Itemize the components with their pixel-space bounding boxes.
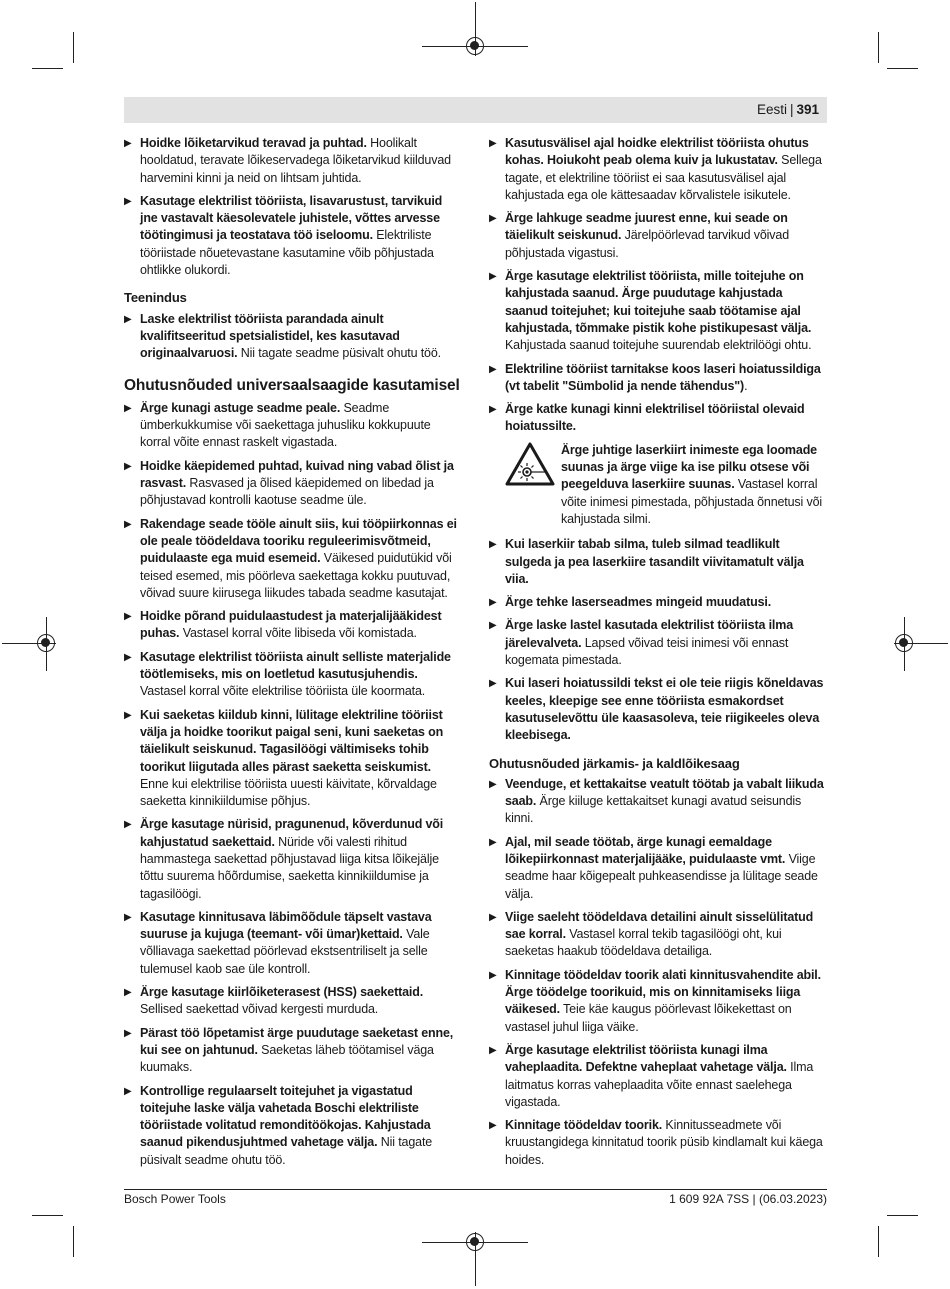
list-item [124,311,461,363]
item-text: Järelpöörlevad tarvikud võivad põhjustada vigastusi. [505,228,789,260]
triangle-bullet-icon: ▶ [489,1120,497,1132]
item-text: Elektriliste tööriistade nõuetevastane kasutamine võib põhjustada ohtlikke olukordi. [140,228,434,278]
page-header [124,97,827,123]
item-text: Saeketas läheb töötamisel väga kuumaks. [140,1042,434,1075]
triangle-bullet-icon: ▶ [489,404,497,416]
header-separator: | [789,102,794,117]
item-bold-text: Kontrollige regulaarselt toitejuhet ja vigastatud toitejuhe laske välja vahetada Boschi elektriliste tööriistade volitatud remonditöökojas. Kahjustada saanud pikendusjuhtmed vahetage välja. [140,1083,431,1150]
item-bold-text: Ärge kunagi astuge seadme peale. [140,400,341,415]
triangle-bullet-icon: ▶ [124,1085,132,1097]
list-item [124,1025,461,1077]
list-item [489,617,826,669]
list-item [489,210,826,262]
crop-mark [878,32,879,63]
list-item [489,361,826,396]
item-bold-text: Laske elektrilist tööriista parandada ainult kvalifitseeritud spetsialistidel, kes kasutavad originaalvaruosi. [140,311,400,361]
triangle-bullet-icon: ▶ [489,969,497,981]
crop-mark [878,1226,879,1257]
item-text: Vastasel korral võite libiseda või komistada. [179,626,417,641]
item-text: Enne kui elektrilise tööriista uuesti käivitate, kõrvaldage saeketta kinnikiildumise põhjus. [140,776,437,809]
item-text: Sellised saekettad võivad kergesti murduda. [140,1002,379,1017]
item-bold-text: Rakendage seade tööle ainult siis, kui tööpiirkonnas ei ole peale töödeldava tooriku reguleerimisvõtmeid, puidulaaste ega muid esemeid. [140,516,457,566]
list-item [124,707,461,811]
triangle-bullet-icon: ▶ [489,778,497,790]
triangle-bullet-icon: ▶ [489,678,497,690]
footer-brand: Bosch Power Tools [124,1192,226,1206]
list-item [489,776,826,828]
item-text: Ilma laitmatus korras vaheplaadita võite ennast saelehega vigastada. [505,1060,814,1109]
item-bold-text: Ärge kasutage kiirlõiketerasest (HSS) saekettaid. [140,985,424,1000]
triangle-bullet-icon: ▶ [124,709,132,721]
item-text: Väikesed puidutükid või teised esemed, mis pöörleva saekettaga kokku puutuvad, võivad suure kiirusega liikudes tabada seadme kasutajat. [140,551,452,600]
list-item [489,967,826,1036]
triangle-bullet-icon: ▶ [489,138,497,149]
list-item [124,1083,461,1169]
item-bold-text: Hoidke lõiketarvikud teravad ja puhtad. [140,136,367,150]
item-bold-text: Kasutusvälisel ajal hoidke elektrilist tööriista ohutus kohas. Hoiukoht peab olema kuiv ja lukustatav. [505,136,809,168]
item-text: Ärge kiiluge kettakaitset kunagi avatud seisundis kinni. [505,794,802,826]
list-item [489,594,826,611]
subheading: Teenindus [124,290,187,306]
triangle-bullet-icon: ▶ [124,402,132,414]
section-heading: Ohutusnõuded universaalsaagide kasutamisel [124,376,460,394]
list-item [489,675,826,744]
registration-mark-icon [466,1233,484,1251]
item-text: Teie käe kaugus pöörlevast lõikekettast on vastasel juhul liiga väike. [505,1002,792,1034]
item-bold-text: Kasutage kinnitusava läbimõõdule täpselt vastava suuruse ja kujuga (teemant- või ümar)kettaid. [140,909,432,942]
triangle-bullet-icon: ▶ [124,313,132,325]
item-bold-text: Hoidke põrand puidulaastudest ja materjalijääkidest puhas. [140,609,442,641]
list-item [489,536,826,588]
footer-doc-id: 1 609 92A 7SS | (06.03.2023) [669,1192,827,1206]
crop-mark [32,1215,63,1216]
triangle-bullet-icon: ▶ [489,911,497,923]
item-bold-text: Kui laseri hoiatussildi tekst ei ole teie riigis kõneldavas keeles, kleepige see enne tööriista esmakordset kasutuselevõttu üle kaasasoleva, teie riigikeeles oleva kleebisega. [505,676,824,743]
footer-rule [124,1189,827,1190]
item-text: Sellega tagate, et elektriline tööriist ei saa kasutusvälisel ajal kahjustada ega ole kättesaadav kõrvalistele isikutele. [505,153,822,202]
item-text: Kinnitusseadmete või kruustangidega kinnitatud toorik püsib kindlamalt kui käega hoides. [505,1118,823,1167]
right-column [489,135,826,1175]
item-text: Rasvased ja õlised käepidemed on libedad ja põhjustavad kontrolli kaotuse seadme üle. [140,476,434,508]
item-bold-text: Kinnitage töödeldav toorik. [505,1118,663,1133]
list-item [489,401,826,436]
list-item [124,400,461,452]
item-bold-text: Ärge katke kunagi kinni elektrilisel tööriistal olevaid hoiatussilte. [505,402,805,434]
item-text: Vastasel korral tekib tagasilöögi oht, kui saeketas haakub töödeldava detailiga. [505,927,782,959]
page-number: 391 [796,102,819,117]
triangle-bullet-icon: ▶ [489,620,497,632]
item-text: Vastasel korral võite elektrilise tööriista üle koormata. [140,684,426,699]
crop-mark [887,1215,918,1216]
laser-warning-block [505,442,826,528]
list-item [489,268,826,354]
item-text: Vale võlliavaga saekettad pöörlevad ekstsentriliselt ja selle tulemusel kaob sae üle kontroll. [140,927,430,976]
triangle-bullet-icon: ▶ [489,363,497,375]
item-bold-text: Ajal, mil seade töötab, ärge kunagi eemaldage lõikepiirkonnast materjalijääke, puidulaaste vmt. [505,834,786,866]
list-item [124,193,461,279]
item-text: Nüride või valesti rihitud hammastega saekettad põhjustavad liiga kitsa lõikejälje tõttu suurema hõõrdumise, saeketta kinnikiildumise ja tagasilöögi. [140,834,439,901]
item-bold-text: Viige saeleht töödeldava detailini ainult sisselülitatud sae korral. [505,909,814,942]
triangle-bullet-icon: ▶ [124,911,132,923]
triangle-bullet-icon: ▶ [489,597,497,609]
list-item [489,135,826,204]
triangle-bullet-icon: ▶ [124,138,132,149]
list-item [124,649,461,701]
item-text: . [744,378,748,393]
list-item [124,516,461,602]
laser-warning-icon [505,442,555,486]
list-item [124,984,461,1019]
left-column [124,135,461,1175]
crop-mark [32,68,63,69]
list-item [489,909,826,961]
section-title: Eesti [756,102,787,117]
registration-mark-icon [895,634,913,652]
item-bold-text: Pärast töö lõpetamist ärge puudutage saeketast enne, kui see on jahtunud. [140,1025,454,1057]
triangle-bullet-icon: ▶ [124,1027,132,1039]
subheading: Ohutusnõuded järkamis- ja kaldlõikesaag [489,755,740,771]
item-bold-text: Kinnitage töödeldav toorik alati kinnitusvahendite abil. Ärge töödelge toorikuid, mis on kinnitamiseks liiga väikesed. [505,967,821,1017]
item-bold-text: Elektriline tööriist tarnitakse koos laseri hoiatussildiga (vt tabelit "Sümbolid ja nende tähendus") [505,361,821,393]
item-bold-text: Ärge kasutage nürisid, pragunenud, kõverdunud või kahjustatud saekettaid. [140,817,444,849]
triangle-bullet-icon: ▶ [489,1044,497,1056]
triangle-bullet-icon: ▶ [124,611,132,623]
triangle-bullet-icon: ▶ [124,460,132,472]
item-bold-text: Ärge lahkuge seadme juurest enne, kui seade on täielikult seiskunud. [505,211,788,243]
item-bold-text: Ärge juhtige laserkiirt inimeste ega loomade suunas ja ärge viige ka ise pilku otsese või peegelduva laserkiire suunas. [561,442,817,492]
registration-mark-icon [37,634,55,652]
laser-icon-wrap [505,442,559,528]
laser-warning-text [561,442,826,528]
list-item [124,135,461,187]
item-bold-text: Kasutage elektrilist tööriista ainult selliste materjalide töötlemiseks, mis on loetletud kasutusjuhendis. [140,649,451,682]
item-bold-text: Kasutage elektrilist tööriista, lisavarustust, tarvikuid jne vastavalt käesolevatele juhistele, võttes arvesse töötingimusi ja teostatava töö iseloomu. [140,193,443,243]
item-text: Hoolikalt hooldatud, teravate lõikeservadega lõiketarvikud kiilduvad harvemini kinni ja neid on lihtsam juhtida. [140,136,451,185]
registration-mark-icon [466,37,484,55]
item-text: Lapsed võivad teisi inimesi või ennast kogemata pimestada. [505,635,789,668]
item-bold-text: Ärge laske lastel kasutada elektrilist tööriista ilma järelevalveta. [505,618,794,650]
list-item [489,1042,826,1111]
list-item [489,1117,826,1169]
item-bold-text: Veenduge, et kettakaitse veatult töötab ja vabalt liikuda saab. [505,776,824,809]
crop-mark [887,68,918,69]
crop-mark [73,1226,74,1257]
triangle-bullet-icon: ▶ [489,836,497,848]
list-item [489,834,826,903]
triangle-bullet-icon: ▶ [124,987,132,999]
item-text: Kahjustada saanud toitejuhe suurendab elektrilöögi ohtu. [505,338,812,353]
triangle-bullet-icon: ▶ [489,271,497,283]
triangle-bullet-icon: ▶ [489,539,497,551]
triangle-bullet-icon: ▶ [124,651,132,663]
item-text: Vastasel korral võite inimesi pimestada, põhjustada õnnetusi või kahjustada silmi. [561,477,823,526]
item-text: Viige seadme haar kõigepealt puhkeasendisse ja lülitage seade välja. [505,851,818,901]
list-item [124,816,461,902]
list-item [124,608,461,643]
item-bold-text: Kui saeketas kiildub kinni, lülitage elektriline tööriist välja ja hoidke toorikut paigal seni, kuni saeketas on täielikult seiskunud. Tagasilöögi vältimiseks tohib toorikut liigutada alles pärast saeketta seiskumist. [140,707,444,774]
triangle-bullet-icon: ▶ [124,819,132,831]
item-bold-text: Ärge kasutage elektrilist tööriista, mille toitejuhe on kahjustada saanud. Ärge puudutage kahjustada saanud toitejuhet; kui toitejuhe saab töötamise ajal kahjustada, tõmmake pistik kohe pistikupesast välja. [505,269,812,335]
header-text [757,102,819,117]
item-text: Nii tagate seadme püsivalt ohutu töö. [237,346,441,361]
crop-mark [73,32,74,63]
triangle-bullet-icon: ▶ [124,518,132,530]
list-item [124,909,461,978]
item-text: Nii tagate püsivalt seadme ohutu töö. [140,1135,433,1167]
triangle-bullet-icon: ▶ [489,213,497,225]
triangle-bullet-icon: ▶ [124,195,132,207]
item-bold-text: Hoidke käepidemed puhtad, kuivad ning vabad õlist ja rasvast. [140,458,454,491]
list-item [124,458,461,510]
item-bold-text: Kui laserkiir tabab silma, tuleb silmad teadlikult sulgeda ja pea laserkiire tasandilt viivitamatult välja viia. [505,537,804,586]
item-bold-text: Ärge kasutage elektrilist tööriista kunagi ilma vaheplaadita. Defektne vaheplaat vahetage välja. [505,1042,787,1075]
item-bold-text: Ärge tehke laserseadmes mingeid muudatusi. [505,595,772,610]
item-text: Seadme ümberkukkumise või saekettaga juhusliku kokkupuute korral võite ennast raskelt vigastada. [140,400,431,450]
